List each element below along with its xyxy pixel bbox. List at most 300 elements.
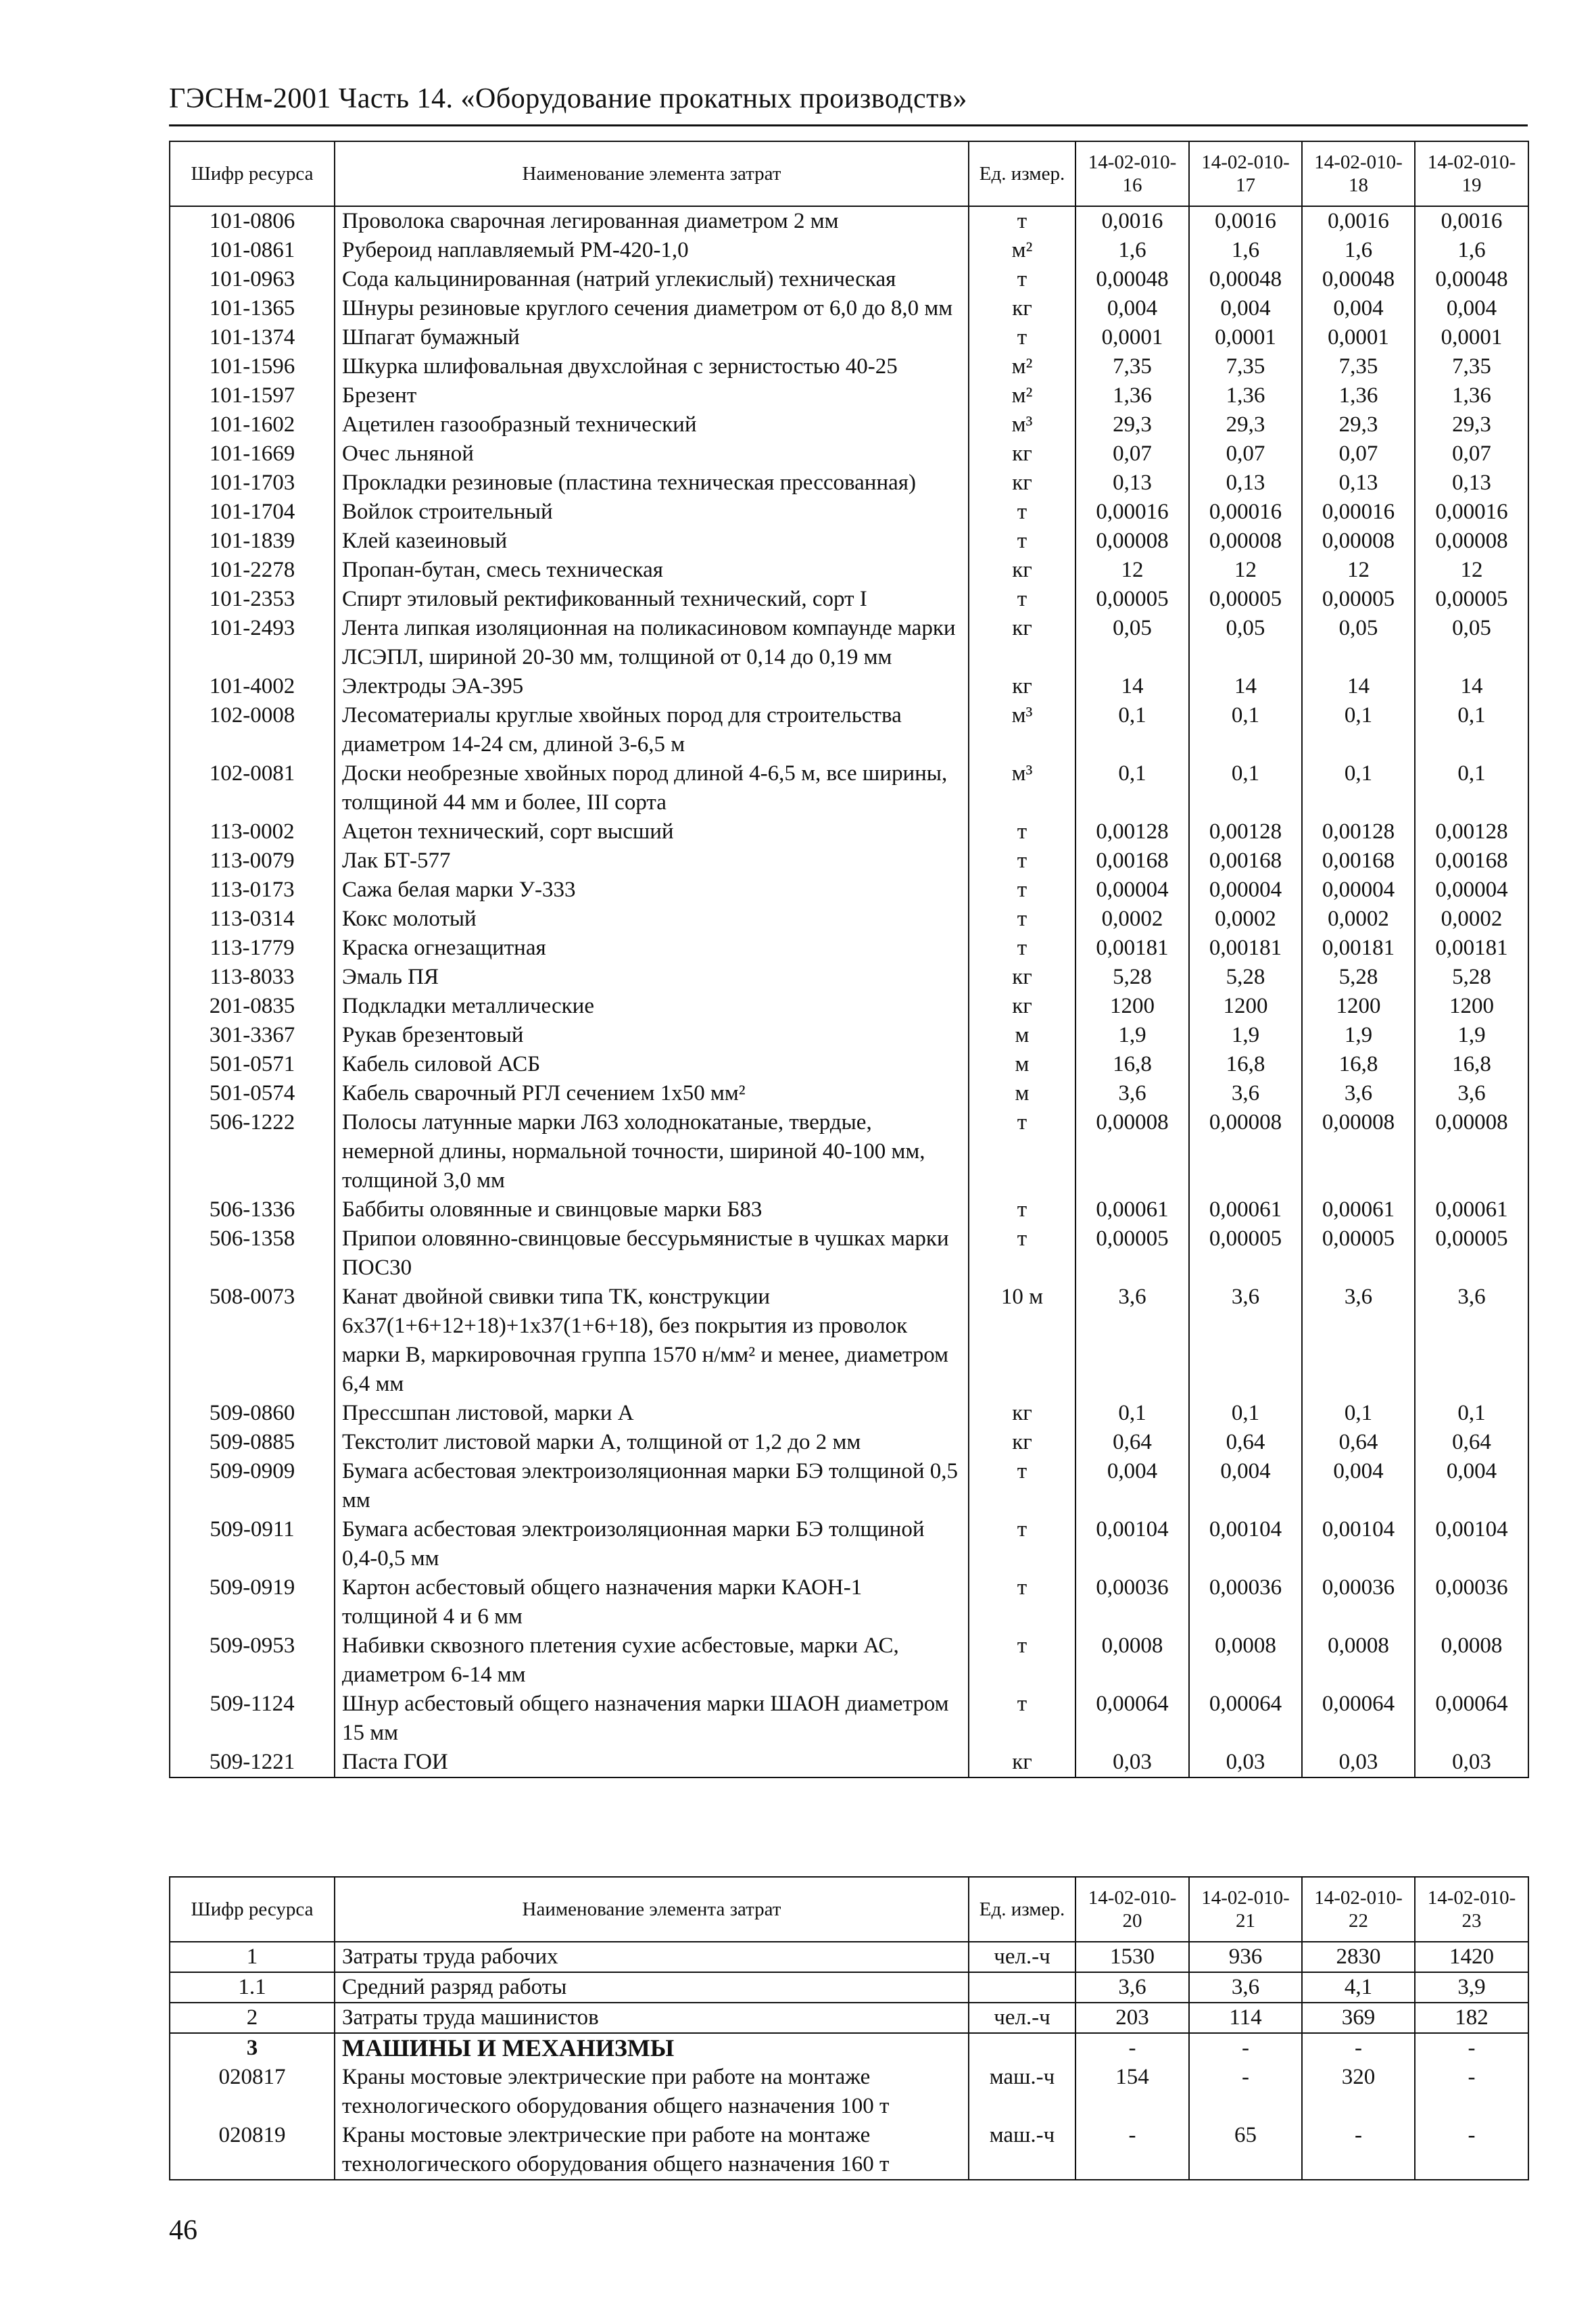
value-cell: 29,3 — [1189, 410, 1302, 439]
value-cell: 0,00036 — [1302, 1573, 1415, 1631]
value-cell: 0,00016 — [1189, 498, 1302, 527]
unit-cell — [969, 1972, 1075, 2003]
resource-code-cell: 101-1374 — [170, 323, 335, 352]
value-cell: 0,64 — [1075, 1428, 1189, 1457]
value-cell: 0,05 — [1189, 614, 1302, 672]
value-cell: - — [1415, 2033, 1528, 2063]
table-row — [170, 2003, 1528, 2033]
resource-code-cell: 113-8033 — [170, 963, 335, 992]
table-row — [170, 1942, 1528, 1972]
resource-code-cell: 1.1 — [170, 1972, 335, 2003]
table-row — [170, 817, 1528, 846]
value-cell: 0,00168 — [1302, 846, 1415, 876]
unit-cell: м³ — [969, 759, 1075, 817]
resource-code-cell: 509-0953 — [170, 1631, 335, 1690]
resource-code-cell: 101-0806 — [170, 206, 335, 236]
resource-code-cell: 301-3367 — [170, 1021, 335, 1050]
table-row — [170, 498, 1528, 527]
table-row — [170, 2121, 1528, 2180]
unit-cell: т — [969, 1631, 1075, 1690]
table-row — [170, 1195, 1528, 1224]
value-cell: 0,00005 — [1075, 585, 1189, 614]
table-row — [170, 992, 1528, 1021]
value-cell: 12 — [1075, 556, 1189, 585]
table-row — [170, 934, 1528, 963]
resource-name-cell: Ацетон технический, сорт высший — [335, 817, 969, 846]
unit-cell: кг — [969, 1428, 1075, 1457]
value-cell: 0,00168 — [1189, 846, 1302, 876]
value-cell: 0,13 — [1075, 469, 1189, 498]
table-row — [170, 1972, 1528, 2003]
value-cell: 3,6 — [1302, 1079, 1415, 1108]
value-cell: 0,1 — [1415, 701, 1528, 759]
value-cell: 0,0002 — [1189, 905, 1302, 934]
resource-code-cell: 508-0073 — [170, 1283, 335, 1399]
resource-name-cell: Затраты труда рабочих — [335, 1942, 969, 1972]
value-cell: 0,00005 — [1415, 585, 1528, 614]
value-cell: 0,00008 — [1075, 527, 1189, 556]
resource-name-cell: Лесоматериалы круглые хвойных пород для строительства диаметром 14-24 см, длиной 3-6,5 м — [335, 701, 969, 759]
value-cell: 114 — [1189, 2003, 1302, 2033]
resource-name-cell: Очес льняной — [335, 439, 969, 469]
value-cell: 0,00005 — [1189, 585, 1302, 614]
table-row — [170, 2033, 1528, 2063]
resource-code-cell: 101-2278 — [170, 556, 335, 585]
value-cell: - — [1075, 2121, 1189, 2180]
resource-code-cell: 020817 — [170, 2063, 335, 2121]
value-cell: 0,00008 — [1302, 1108, 1415, 1195]
value-cell: 0,00005 — [1189, 1224, 1302, 1283]
table-header-row — [170, 1877, 1528, 1942]
table-row — [170, 672, 1528, 701]
value-cell: 0,03 — [1075, 1748, 1189, 1777]
resource-code-cell: 101-0861 — [170, 236, 335, 265]
column-header: Наименование элемента затрат — [335, 1877, 969, 1942]
value-cell: 0,004 — [1415, 1457, 1528, 1515]
unit-cell: т — [969, 876, 1075, 905]
value-cell: 0,004 — [1075, 294, 1189, 323]
value-cell: 3,6 — [1415, 1079, 1528, 1108]
value-cell: 7,35 — [1075, 352, 1189, 381]
resource-name-cell: Затраты труда машинистов — [335, 2003, 969, 2033]
value-cell: 0,13 — [1415, 469, 1528, 498]
column-header: 14-02-010-20 — [1075, 1877, 1189, 1942]
unit-cell: м² — [969, 352, 1075, 381]
value-cell: - — [1189, 2063, 1302, 2121]
resource-code-cell: 101-1365 — [170, 294, 335, 323]
column-header: Шифр ресурса — [170, 1877, 335, 1942]
resource-name-cell: Шпагат бумажный — [335, 323, 969, 352]
value-cell: 154 — [1075, 2063, 1189, 2121]
resource-name-cell: Рукав брезентовый — [335, 1021, 969, 1050]
table-row — [170, 846, 1528, 876]
table-row — [170, 1399, 1528, 1428]
value-cell: 0,00061 — [1075, 1195, 1189, 1224]
value-cell: 1200 — [1302, 992, 1415, 1021]
resource-name-cell: Средний разряд работы — [335, 1972, 969, 2003]
value-cell: 5,28 — [1075, 963, 1189, 992]
unit-cell: кг — [969, 556, 1075, 585]
value-cell: 320 — [1302, 2063, 1415, 2121]
value-cell: 0,0008 — [1189, 1631, 1302, 1690]
table-row — [170, 323, 1528, 352]
value-cell: 3,6 — [1075, 1972, 1189, 2003]
table-header-row — [170, 141, 1528, 206]
value-cell: 0,00008 — [1415, 527, 1528, 556]
value-cell: 0,07 — [1075, 439, 1189, 469]
value-cell: 1200 — [1075, 992, 1189, 1021]
unit-cell: м — [969, 1079, 1075, 1108]
unit-cell: т — [969, 1515, 1075, 1573]
resource-code-cell: 102-0081 — [170, 759, 335, 817]
table-row — [170, 294, 1528, 323]
unit-cell: т — [969, 934, 1075, 963]
value-cell: 0,00128 — [1189, 817, 1302, 846]
value-cell: 1,9 — [1189, 1021, 1302, 1050]
value-cell: 0,00104 — [1075, 1515, 1189, 1573]
resource-code-cell: 1 — [170, 1942, 335, 1972]
resource-name-cell: Подкладки металлические — [335, 992, 969, 1021]
value-cell: 0,00064 — [1075, 1690, 1189, 1748]
value-cell: 203 — [1075, 2003, 1189, 2033]
resource-name-cell: Электроды ЭА-395 — [335, 672, 969, 701]
resource-name-cell: Доски необрезные хвойных пород длиной 4-6,5 м, все ширины, толщиной 44 мм и более, III сорта — [335, 759, 969, 817]
value-cell: 0,1 — [1302, 701, 1415, 759]
table-row — [170, 1021, 1528, 1050]
resource-name-cell: Ацетилен газообразный технический — [335, 410, 969, 439]
resource-name-cell: Краны мостовые электрические при работе на монтаже технологического оборудования общего назначения 160 т — [335, 2121, 969, 2180]
unit-cell: т — [969, 1195, 1075, 1224]
value-cell: 0,004 — [1189, 294, 1302, 323]
resource-name-cell: Припои оловянно-свинцовые бессурьмянистые в чушках марки ПОС30 — [335, 1224, 969, 1283]
value-cell: 0,1 — [1075, 1399, 1189, 1428]
resource-code-cell: 506-1336 — [170, 1195, 335, 1224]
column-header: Ед. измер. — [969, 141, 1075, 206]
resource-code-cell: 3 — [170, 2033, 335, 2063]
resource-name-cell: Прессшпан листовой, марки А — [335, 1399, 969, 1428]
resource-code-cell: 509-0885 — [170, 1428, 335, 1457]
resource-code-cell: 101-1596 — [170, 352, 335, 381]
value-cell: 29,3 — [1302, 410, 1415, 439]
value-cell: 1530 — [1075, 1942, 1189, 1972]
value-cell: 0,1 — [1189, 759, 1302, 817]
resource-name-cell: Спирт этиловый ректификованный технический, сорт I — [335, 585, 969, 614]
resource-name-cell: Брезент — [335, 381, 969, 410]
resource-name-cell: Текстолит листовой марки А, толщиной от 1,2 до 2 мм — [335, 1428, 969, 1457]
value-cell: 0,03 — [1189, 1748, 1302, 1777]
value-cell: 3,6 — [1075, 1283, 1189, 1399]
table-row — [170, 1224, 1528, 1283]
column-header: Ед. измер. — [969, 1877, 1075, 1942]
value-cell: 182 — [1415, 2003, 1528, 2033]
value-cell: 0,0008 — [1415, 1631, 1528, 1690]
value-cell: 0,00104 — [1415, 1515, 1528, 1573]
value-cell: 1,6 — [1189, 236, 1302, 265]
resource-name-cell: Шкурка шлифовальная двухслойная с зернистостью 40-25 — [335, 352, 969, 381]
table-row — [170, 527, 1528, 556]
value-cell: 0,1 — [1075, 701, 1189, 759]
value-cell: 0,00064 — [1302, 1690, 1415, 1748]
value-cell: 0,00061 — [1415, 1195, 1528, 1224]
value-cell: 0,00005 — [1415, 1224, 1528, 1283]
value-cell: 29,3 — [1415, 410, 1528, 439]
value-cell: 0,07 — [1189, 439, 1302, 469]
value-cell: 14 — [1189, 672, 1302, 701]
value-cell: 0,00016 — [1415, 498, 1528, 527]
value-cell: - — [1415, 2063, 1528, 2121]
value-cell: 0,00061 — [1302, 1195, 1415, 1224]
value-cell: 0,00036 — [1189, 1573, 1302, 1631]
resource-code-cell: 101-1839 — [170, 527, 335, 556]
resource-code-cell: 506-1222 — [170, 1108, 335, 1195]
value-cell: 0,13 — [1302, 469, 1415, 498]
value-cell: 0,00181 — [1189, 934, 1302, 963]
value-cell: 0,1 — [1189, 1399, 1302, 1428]
unit-cell: м² — [969, 236, 1075, 265]
resource-code-cell: 201-0835 — [170, 992, 335, 1021]
resource-code-cell: 506-1358 — [170, 1224, 335, 1283]
unit-cell: кг — [969, 439, 1075, 469]
resource-code-cell: 101-1703 — [170, 469, 335, 498]
unit-cell: кг — [969, 1748, 1075, 1777]
column-header: 14-02-010-23 — [1415, 1877, 1528, 1942]
resource-code-cell: 113-1779 — [170, 934, 335, 963]
resource-name-cell: Шнур асбестовый общего назначения марки ШАОН диаметром 15 мм — [335, 1690, 969, 1748]
resource-name-cell: Сода кальцинированная (натрий углекислый) техническая — [335, 265, 969, 294]
value-cell: 0,13 — [1189, 469, 1302, 498]
value-cell: 0,00128 — [1075, 817, 1189, 846]
value-cell: 0,00016 — [1302, 498, 1415, 527]
value-cell: - — [1075, 2033, 1189, 2063]
resource-code-cell: 101-1704 — [170, 498, 335, 527]
value-cell: 12 — [1189, 556, 1302, 585]
value-cell: 5,28 — [1415, 963, 1528, 992]
value-cell: 0,0002 — [1075, 905, 1189, 934]
value-cell: 0,00168 — [1075, 846, 1189, 876]
unit-cell: кг — [969, 469, 1075, 498]
column-header: Шифр ресурса — [170, 141, 335, 206]
value-cell: 0,1 — [1075, 759, 1189, 817]
value-cell: 14 — [1415, 672, 1528, 701]
value-cell: 0,00128 — [1302, 817, 1415, 846]
table-row — [170, 1108, 1528, 1195]
resource-name-cell: Лак БТ-577 — [335, 846, 969, 876]
unit-cell: м² — [969, 381, 1075, 410]
value-cell: 0,00104 — [1189, 1515, 1302, 1573]
resource-name-cell: Эмаль ПЯ — [335, 963, 969, 992]
value-cell: 12 — [1415, 556, 1528, 585]
unit-cell: т — [969, 265, 1075, 294]
value-cell: 369 — [1302, 2003, 1415, 2033]
table-row — [170, 556, 1528, 585]
value-cell: 0,05 — [1075, 614, 1189, 672]
resource-name-cell: Паста ГОИ — [335, 1748, 969, 1777]
value-cell: 0,05 — [1415, 614, 1528, 672]
table-row — [170, 876, 1528, 905]
table-row — [170, 352, 1528, 381]
value-cell: 12 — [1302, 556, 1415, 585]
value-cell: 1200 — [1415, 992, 1528, 1021]
value-cell: 1,9 — [1075, 1021, 1189, 1050]
unit-cell: кг — [969, 614, 1075, 672]
value-cell: 0,0002 — [1302, 905, 1415, 934]
unit-cell: маш.-ч — [969, 2063, 1075, 2121]
value-cell: 0,00048 — [1189, 265, 1302, 294]
value-cell: 5,28 — [1302, 963, 1415, 992]
value-cell: 0,00104 — [1302, 1515, 1415, 1573]
unit-cell: кг — [969, 672, 1075, 701]
table-row — [170, 1428, 1528, 1457]
resource-name-cell: Кокс молотый — [335, 905, 969, 934]
value-cell: 14 — [1302, 672, 1415, 701]
resource-name-cell: Бумага асбестовая электроизоляционная марки БЭ толщиной 0,5 мм — [335, 1457, 969, 1515]
value-cell: 65 — [1189, 2121, 1302, 2180]
resource-name-cell: Краска огнезащитная — [335, 934, 969, 963]
resource-code-cell: 101-1602 — [170, 410, 335, 439]
value-cell: 1,36 — [1189, 381, 1302, 410]
unit-cell: м — [969, 1021, 1075, 1050]
value-cell: 0,0001 — [1189, 323, 1302, 352]
value-cell: 0,64 — [1415, 1428, 1528, 1457]
column-header: 14-02-010-21 — [1189, 1877, 1302, 1942]
value-cell: 7,35 — [1415, 352, 1528, 381]
resource-code-cell: 509-0860 — [170, 1399, 335, 1428]
column-header: 14-02-010-18 — [1302, 141, 1415, 206]
value-cell: 0,07 — [1415, 439, 1528, 469]
unit-cell: кг — [969, 963, 1075, 992]
resource-code-cell: 501-0571 — [170, 1050, 335, 1079]
table-row — [170, 381, 1528, 410]
value-cell: 0,00004 — [1415, 876, 1528, 905]
resource-name-cell: Набивки сквозного плетения сухие асбестовые, марки АС, диаметром 6-14 мм — [335, 1631, 969, 1690]
value-cell: 0,00008 — [1189, 1108, 1302, 1195]
value-cell: 3,6 — [1189, 1079, 1302, 1108]
value-cell: 0,00168 — [1415, 846, 1528, 876]
table-row — [170, 585, 1528, 614]
value-cell: 0,1 — [1415, 759, 1528, 817]
resource-code-cell: 101-2353 — [170, 585, 335, 614]
value-cell: 0,004 — [1302, 294, 1415, 323]
unit-cell: т — [969, 905, 1075, 934]
unit-cell: чел.-ч — [969, 1942, 1075, 1972]
resource-name-cell: Бумага асбестовая электроизоляционная марки БЭ толщиной 0,4-0,5 мм — [335, 1515, 969, 1573]
unit-cell: т — [969, 585, 1075, 614]
value-cell: - — [1302, 2033, 1415, 2063]
value-cell: 3,6 — [1075, 1079, 1189, 1108]
column-header: Наименование элемента затрат — [335, 141, 969, 206]
value-cell: 0,00005 — [1075, 1224, 1189, 1283]
value-cell: 0,00181 — [1302, 934, 1415, 963]
value-cell: 1420 — [1415, 1942, 1528, 1972]
resource-table-2 — [169, 1876, 1529, 2180]
unit-cell: т — [969, 846, 1075, 876]
value-cell: 3,6 — [1189, 1972, 1302, 2003]
value-cell: - — [1302, 2121, 1415, 2180]
value-cell: 0,1 — [1302, 1399, 1415, 1428]
table-row — [170, 614, 1528, 672]
value-cell: 1,9 — [1415, 1021, 1528, 1050]
value-cell: 1,9 — [1302, 1021, 1415, 1050]
value-cell: 16,8 — [1415, 1050, 1528, 1079]
value-cell: 1,36 — [1075, 381, 1189, 410]
resource-code-cell: 102-0008 — [170, 701, 335, 759]
unit-cell: т — [969, 527, 1075, 556]
value-cell: 0,64 — [1302, 1428, 1415, 1457]
table-row — [170, 905, 1528, 934]
resource-name-cell: Полосы латунные марки Л63 холоднокатаные, твердые, немерной длины, нормальной точности, шириной 40-100 мм, толщиной 3,0 мм — [335, 1108, 969, 1195]
value-cell: 0,0001 — [1302, 323, 1415, 352]
table-row — [170, 265, 1528, 294]
resource-name-cell: Войлок строительный — [335, 498, 969, 527]
table-row — [170, 410, 1528, 439]
value-cell: 0,00048 — [1075, 265, 1189, 294]
value-cell: 0,00064 — [1189, 1690, 1302, 1748]
table-row — [170, 1690, 1528, 1748]
unit-cell: 10 м — [969, 1283, 1075, 1399]
value-cell: 29,3 — [1075, 410, 1189, 439]
value-cell: 16,8 — [1075, 1050, 1189, 1079]
value-cell: 0,0002 — [1415, 905, 1528, 934]
page-header: ГЭСНм-2001 Часть 14. «Оборудование прокатных производств» — [169, 80, 1528, 126]
table-row — [170, 1457, 1528, 1515]
value-cell: 0,1 — [1415, 1399, 1528, 1428]
resource-name-cell: Баббиты оловянные и свинцовые марки Б83 — [335, 1195, 969, 1224]
table-row — [170, 1573, 1528, 1631]
resource-code-cell: 509-1124 — [170, 1690, 335, 1748]
resource-name-cell: Пропан-бутан, смесь техническая — [335, 556, 969, 585]
value-cell: 0,00048 — [1415, 265, 1528, 294]
resource-code-cell: 509-1221 — [170, 1748, 335, 1777]
resource-name-cell: Канат двойной свивки типа ТК, конструкции 6х37(1+6+12+18)+1х37(1+6+18), без покрытия из проволок марки В, маркировочная группа 1570 н/мм² и менее, диаметром 6,4 мм — [335, 1283, 969, 1399]
value-cell: 0,00004 — [1075, 876, 1189, 905]
unit-cell: т — [969, 1690, 1075, 1748]
table-row — [170, 1748, 1528, 1777]
resource-code-cell: 101-1669 — [170, 439, 335, 469]
value-cell: 0,00008 — [1415, 1108, 1528, 1195]
resource-name-cell: Клей казеиновый — [335, 527, 969, 556]
value-cell: 0,0008 — [1302, 1631, 1415, 1690]
value-cell: 4,1 — [1302, 1972, 1415, 2003]
column-header: 14-02-010-17 — [1189, 141, 1302, 206]
table-row — [170, 1631, 1528, 1690]
value-cell: - — [1189, 2033, 1302, 2063]
value-cell: 0,05 — [1302, 614, 1415, 672]
value-cell: 0,0016 — [1189, 206, 1302, 236]
value-cell: 0,00005 — [1302, 1224, 1415, 1283]
unit-cell: кг — [969, 992, 1075, 1021]
resource-name-cell: МАШИНЫ И МЕХАНИЗМЫ — [335, 2033, 969, 2063]
value-cell: 0,00061 — [1189, 1195, 1302, 1224]
unit-cell: т — [969, 1108, 1075, 1195]
table-row — [170, 963, 1528, 992]
resource-code-cell: 101-1597 — [170, 381, 335, 410]
table-row — [170, 759, 1528, 817]
value-cell: 0,1 — [1189, 701, 1302, 759]
unit-cell: кг — [969, 1399, 1075, 1428]
value-cell: 3,6 — [1415, 1283, 1528, 1399]
column-header: 14-02-010-19 — [1415, 141, 1528, 206]
resource-code-cell: 101-0963 — [170, 265, 335, 294]
value-cell: 0,0016 — [1302, 206, 1415, 236]
resource-name-cell: Кабель силовой АСБ — [335, 1050, 969, 1079]
resource-code-cell: 509-0911 — [170, 1515, 335, 1573]
value-cell: 1,6 — [1075, 236, 1189, 265]
value-cell: 16,8 — [1189, 1050, 1302, 1079]
resource-code-cell: 101-2493 — [170, 614, 335, 672]
unit-cell: м³ — [969, 410, 1075, 439]
unit-cell — [969, 2033, 1075, 2063]
value-cell: 0,00016 — [1075, 498, 1189, 527]
